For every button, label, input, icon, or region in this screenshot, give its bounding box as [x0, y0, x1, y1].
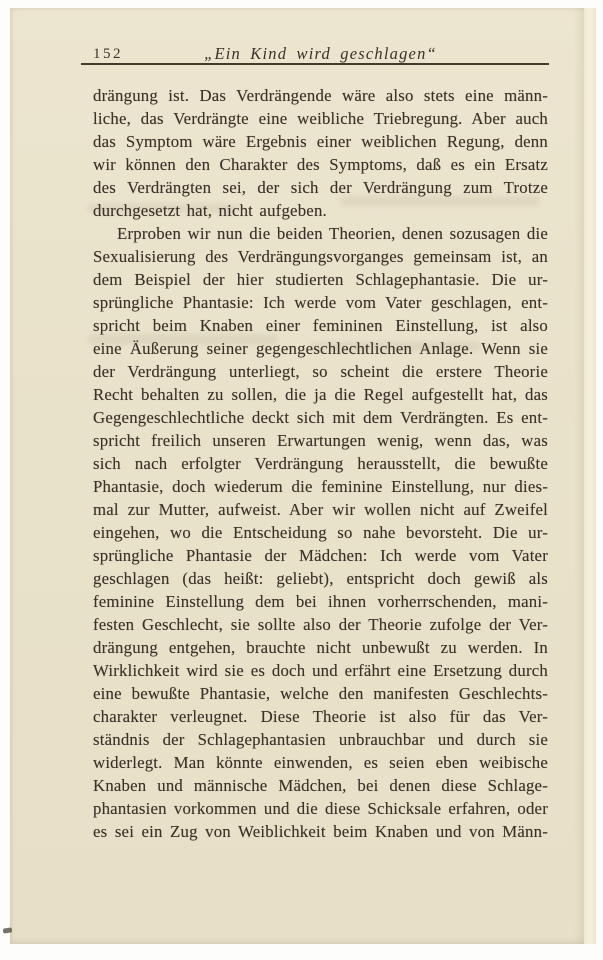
text-line: ständnis der Schlagephantasien unbrauchbar und durch sie: [93, 730, 548, 749]
text-line: phantasien vorkommen und die diese Schicksale erfahren, oder: [93, 799, 548, 818]
running-title: „Ein Kind wird geschlagen“: [204, 44, 437, 63]
page-edge-highlight: [584, 8, 596, 944]
text-line: des Verdrängten sei, der sich der Verdrängung zum Trotze: [93, 178, 548, 197]
text-line: Recht behalten zu sollen, die ja die Regel aufgestellt hat, das: [93, 385, 548, 404]
text-line: dem Beispiel der hier studierten Schlagephantasie. Die ur-: [93, 270, 548, 289]
text-line: Knaben und männische Mädchen, bei denen diese Schlage-: [93, 776, 548, 795]
text-line: das Symptom wäre Ergebnis einer weiblichen Regung, denn: [93, 132, 548, 151]
text-line: geschlagen (das heißt: geliebt), entspricht doch gewiß als: [93, 569, 548, 588]
text-line: spricht beim Knaben einer femininen Einstellung, ist also: [93, 316, 548, 335]
text-line: sich nach erfolgter Verdrängung herausstellt, die bewußte: [93, 454, 548, 473]
page-body: [93, 84, 548, 843]
text-line: widerlegt. Man könnte einwenden, es seien eben weibische: [93, 753, 548, 772]
page-edge-shade: [574, 8, 584, 944]
text-line: durchgesetzt hat, nicht aufgeben.: [93, 201, 327, 220]
text-line: Sexualisierung des Verdrängungsvorganges gemeinsam ist, an: [93, 247, 548, 266]
text-line: feminine Einstellung dem bei ihnen vorherrschenden, mani-: [93, 592, 548, 611]
text-line: eine bewußte Phantasie, welche den manifesten Geschlechts-: [93, 684, 548, 703]
book-page: [10, 8, 596, 944]
text-line: sprüngliche Phantasie: Ich werde vom Vater geschlagen, ent-: [93, 293, 548, 312]
text-line: liche, das Verdrängte eine weibliche Triebregung. Aber auch: [93, 109, 548, 128]
text-line: eingehen, wo die Entscheidung so nahe bevorsteht. Die ur-: [93, 523, 548, 542]
text-line: sprüngliche Phantasie der Mädchen: Ich werde vom Vater: [93, 546, 548, 565]
text-line: mal zur Mutter, aufweist. Aber wir wollen nicht auf Zweifel: [93, 500, 548, 519]
text-line: es sei ein Zug von Weiblichkeit beim Knaben und von Männ-: [93, 822, 548, 841]
text-line: Gegengeschlechtliche deckt sich mit dem Verdrängten. Es ent-: [93, 408, 548, 427]
text-line: festen Geschlecht, sie sollte also der Theorie zufolge der Ver-: [93, 615, 548, 634]
text-line: Wirklichkeit wird sie es doch und erfährt eine Ersetzung durch: [93, 661, 548, 680]
text-line: eine Äußerung seiner gegengeschlechtlichen Anlage. Wenn sie: [93, 339, 548, 358]
header-rule: [81, 63, 549, 65]
text-line: drängung entgehen, brauchte nicht unbewußt zu werden. In: [93, 638, 548, 657]
text-line: spricht freilich unseren Erwartungen wenig, wenn das, was: [93, 431, 548, 450]
text-line: wir können den Charakter des Symptoms, daß es ein Ersatz: [93, 155, 548, 174]
text-line: Erproben wir nun die beiden Theorien, denen sozusagen die: [117, 224, 548, 243]
text-line: charakter verleugnet. Diese Theorie ist also für das Ver-: [93, 707, 548, 726]
page-number: 152: [93, 46, 123, 62]
text-line: der Verdrängung unterliegt, so scheint die erstere Theorie: [93, 362, 548, 381]
text-line: Phantasie, doch wiederum die feminine Einstellung, nur dies-: [93, 477, 548, 496]
text-line: drängung ist. Das Verdrängende wäre also stets eine männ-: [93, 86, 548, 105]
